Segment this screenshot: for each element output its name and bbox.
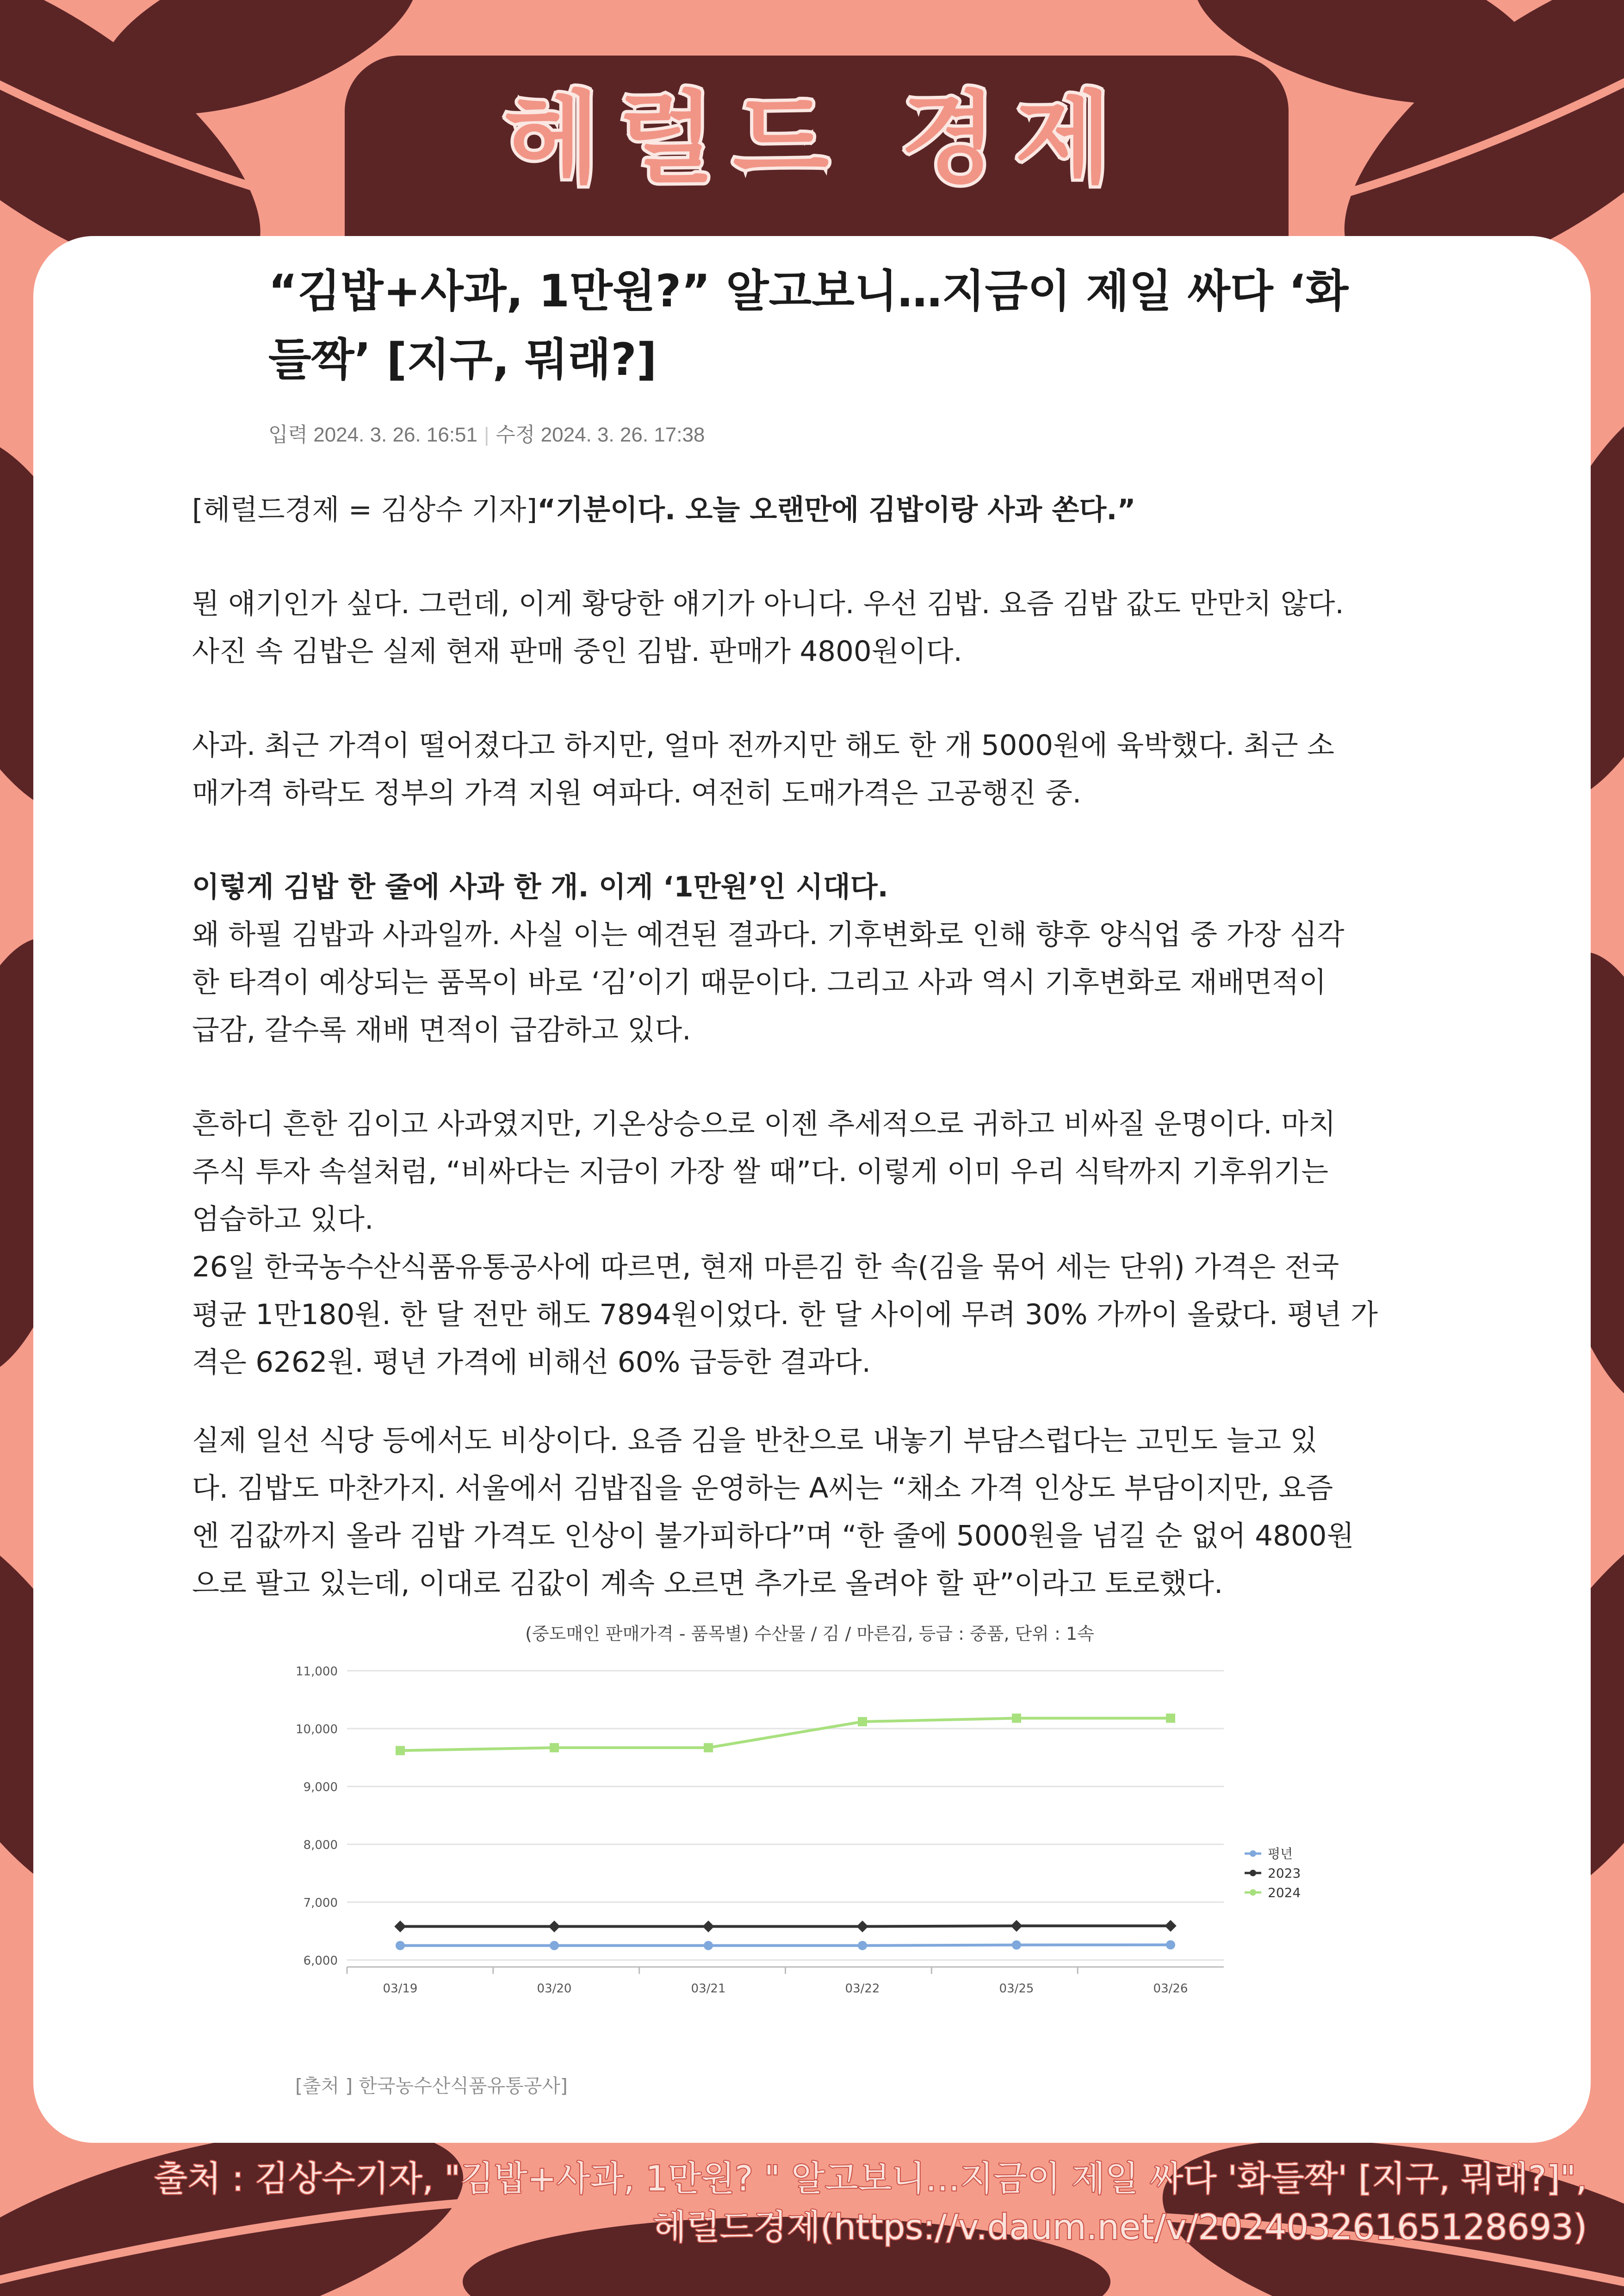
x-tick-label: 03/20 (537, 1982, 572, 1996)
text-line: 뭔 얘기인가 싶다. 그런데, 이게 황당한 얘기가 아니다. 우선 김밥. 요즘 김밥 값도 만만치 않다. (192, 587, 1344, 620)
data-point (1166, 1940, 1175, 1949)
legend-label: 2023 (1268, 1866, 1301, 1881)
paragraph (192, 1417, 1432, 1607)
data-point (1010, 1920, 1022, 1932)
footer-citation (93, 2154, 1587, 2252)
data-point (704, 1941, 713, 1950)
series-line (400, 1945, 1171, 1946)
byline: [헤럴드경제 = 김상수 기자] (192, 493, 538, 526)
data-point (858, 1941, 867, 1950)
text-line: 격은 6262원. 평년 가격에 비해선 60% 급등한 결과다. (192, 1346, 871, 1379)
text-line: 엔 김값까지 올라 김밥 가격도 인상이 불가피하다”며 “한 줄에 5000원을 넘길 순 없어 4800원 (192, 1519, 1354, 1552)
headline-line: 들짝’ [지구, 뭐래?] (268, 334, 657, 386)
data-point (396, 1941, 405, 1950)
text-line: 주식 투자 속설처럼, “비싸다는 지금이 가장 쌀 때”다. 이렇게 이미 우리 식탁까지 기후위기는 (192, 1155, 1329, 1188)
text-line: 한 타격이 예상되는 품목이 바로 ‘김’이기 때문이다. 그리고 사과 역시 기후변화로 재배면적이 (192, 966, 1326, 999)
data-point (1166, 1714, 1175, 1723)
text-line: 급감, 갈수록 재배 면적이 급감하고 있다. (192, 1014, 691, 1046)
data-point (548, 1921, 560, 1932)
legend-marker (1250, 1870, 1256, 1876)
x-tick-label: 03/25 (999, 1982, 1034, 1996)
text-line: 왜 하필 김밥과 사과일까. 사실 이는 예견된 결과다. 기후변화로 인해 향후 양식업 중 가장 심각 (192, 918, 1345, 951)
legend-marker (1250, 1889, 1256, 1896)
modified-date: 수정 2024. 3. 26. 17:38 (496, 423, 705, 446)
y-tick-label: 8,000 (303, 1838, 338, 1852)
citation-line: 출처 : 김상수기자, "김밥+사과, 1만원? " 알고보니…지금이 제일 싸다 '화들짝' [지구, 뭐래?]", (154, 2158, 1587, 2199)
paragraph (192, 1100, 1432, 1243)
paragraph (192, 911, 1432, 1054)
paragraph-highlight (192, 863, 1432, 911)
article-headline (268, 257, 1370, 394)
y-tick-label: 7,000 (303, 1896, 338, 1910)
chart-plot (289, 1650, 1330, 2029)
price-chart (289, 1618, 1330, 2029)
data-point (858, 1717, 867, 1726)
data-point (550, 1941, 559, 1950)
citation-url: 헤럴드경제(https://v.daum.net/v/20240326165128693) (652, 2207, 1587, 2247)
brand-logo: 헤럴드 경제 (503, 81, 1130, 197)
data-point (394, 1921, 406, 1932)
lead-quote: “기분이다. 오늘 오랜만에 김밥이랑 사과 쏜다.” (537, 493, 1136, 526)
data-point (550, 1743, 559, 1752)
legend-marker (1250, 1850, 1256, 1857)
text-line: 으로 팔고 있는데, 이대로 김값이 계속 오르면 추가로 올려야 할 판”이라고 토로했다. (192, 1567, 1223, 1600)
y-tick-label: 9,000 (303, 1780, 338, 1794)
legend-label: 2024 (1268, 1885, 1301, 1900)
x-tick-label: 03/26 (1153, 1982, 1188, 1996)
chart-title: (중도매인 판매가격 - 품목별) 수산물 / 김 / 마른김, 등급 : 중품, 단위 : 1속 (525, 1624, 1094, 1644)
text-line: 사진 속 김밥은 실제 현재 판매 중인 김밥. 판매가 4800원이다. (192, 635, 962, 668)
legend-label: 평년 (1268, 1846, 1293, 1861)
text-line: 이렇게 김밥 한 줄에 사과 한 개. 이게 ‘1만원’인 시대다. (192, 871, 888, 903)
published-date: 입력 2024. 3. 26. 16:51 (268, 423, 477, 446)
data-point (396, 1746, 405, 1755)
y-tick-label: 11,000 (296, 1665, 338, 1679)
data-point (704, 1743, 713, 1752)
paragraph (192, 1243, 1432, 1386)
article-meta (268, 419, 705, 451)
text-line: 다. 김밥도 마찬가지. 서울에서 김밥집을 운영하는 A씨는 “채소 가격 인상도 부담이지만, 요즘 (192, 1472, 1333, 1505)
y-tick-label: 10,000 (296, 1723, 338, 1736)
x-tick-label: 03/19 (383, 1982, 418, 1996)
x-tick-label: 03/22 (845, 1982, 880, 1996)
article-lead (192, 486, 1432, 534)
text-line: 실제 일선 식당 등에서도 비상이다. 요즘 김을 반찬으로 내놓기 부담스럽다는 고민도 늘고 있 (192, 1424, 1318, 1457)
text-line: 사과. 최근 가격이 떨어졌다고 하지만, 얼마 전까지만 해도 한 개 5000원에 육박했다. 최근 소 (192, 729, 1334, 762)
text-line: 엄습하고 있다. (192, 1203, 374, 1236)
text-line: 평균 1만180원. 한 달 전만 해도 7894원이었다. 한 달 사이에 무려 30% 가까이 올랐다. 평년 가 (192, 1298, 1378, 1331)
meta-divider: | (483, 423, 490, 446)
article-body (192, 486, 1432, 1607)
y-tick-label: 6,000 (303, 1954, 338, 1968)
data-point (856, 1921, 868, 1932)
series-line (400, 1718, 1171, 1751)
paragraph (192, 722, 1432, 817)
data-point (1012, 1941, 1021, 1950)
text-line: 매가격 하락도 정부의 가격 지원 여파다. 여전히 도매가격은 고공행진 중. (192, 777, 1082, 809)
x-tick-label: 03/21 (691, 1982, 726, 1996)
data-point (1165, 1920, 1176, 1932)
chart-source: [출처 ] 한국농수산식품유통공사] (295, 2075, 568, 2097)
paragraph (192, 580, 1432, 675)
data-point (702, 1921, 714, 1932)
text-line: 흔하디 흔한 김이고 사과였지만, 기온상승으로 이젠 추세적으로 귀하고 비싸질 운명이다. 마치 (192, 1108, 1336, 1140)
data-point (1012, 1714, 1021, 1723)
headline-line: “김밥+사과, 1만원?” 알고보니…지금이 제일 싸다 ‘화 (268, 265, 1349, 317)
text-line: 26일 한국농수산식품유통공사에 따르면, 현재 마른김 한 속(김을 묶어 세는 단위) 가격은 전국 (192, 1251, 1339, 1283)
